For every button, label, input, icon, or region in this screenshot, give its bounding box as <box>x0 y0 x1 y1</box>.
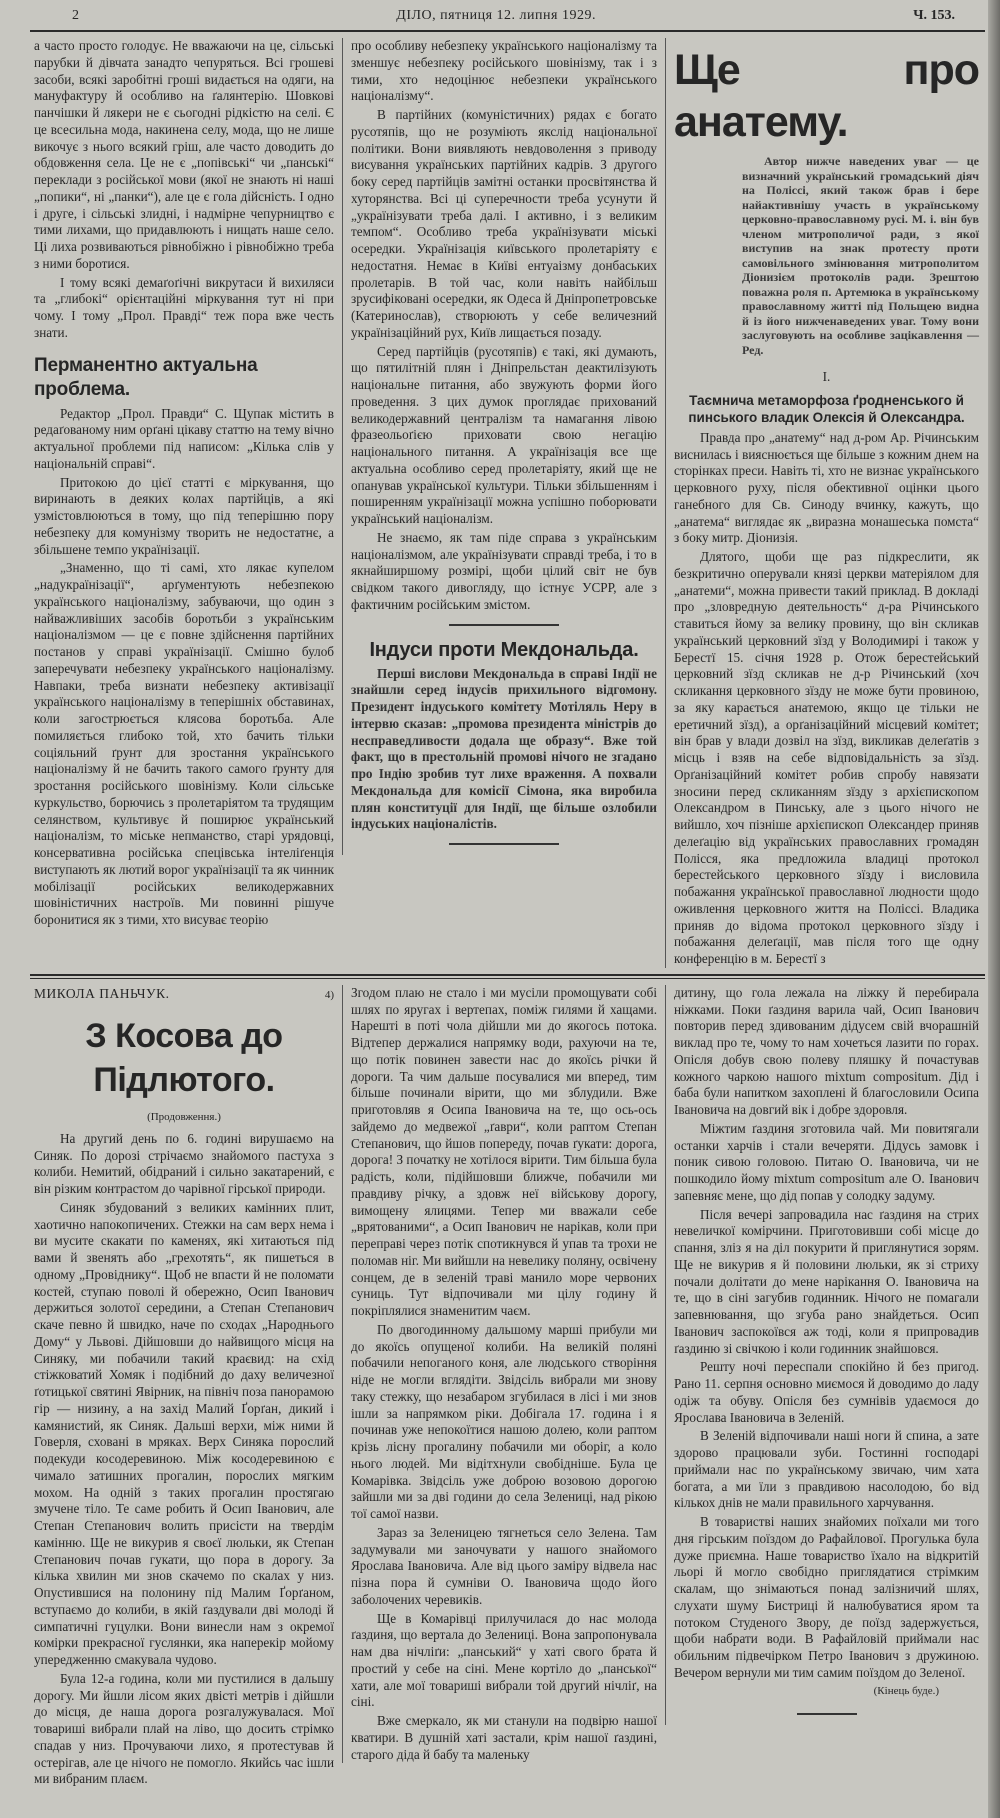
serial-story-3 <box>665 985 985 1725</box>
intro-text <box>742 154 979 357</box>
paragraph: Перші вислови Мекдональда в справі Індії не знайшли серед індусів прихильного відгомону. Президент індуського комітету Мотіляль Неру в інтервю сказав: „промова президента міністрів до несправедливости додала ще образу“. Вже той факт, що в престольній промові нічого не згадано про Індію зробив тут лихе враження. А похвали Мекдональда для комісії Сімона, яка виробила плян конституції для Індії, ще більше озлобили індуських націоналістів. <box>351 665 657 832</box>
section-number: I. <box>822 369 831 384</box>
footnote-marker: 4) <box>324 988 334 1001</box>
bottom-band <box>30 985 985 1788</box>
intro-signature: Ред. <box>742 342 764 357</box>
paragraph: Зараз за Зеленицею тягнеться село Зелена. Там задумували ми заночувати у нашого знайомого Ярослава Івановича. Але від цього заміру відвела нас пізна пора й сумніви О. Івановича щодо його заболочених черевиків. <box>351 1524 657 1607</box>
paragraph: І тому всякі демаґоґічні викрутаси й вихиляси та „глибокі“ орієнтаційні міркування тут ні при чому. І тому „Прол. Правді“ теж пора вже честь знати. <box>34 274 334 340</box>
section-rule <box>30 974 985 979</box>
article-title: Ще про анатему. <box>674 46 979 146</box>
serial-title: З Косова до Підлютого. <box>85 1016 283 1099</box>
paragraph: про особливу небезпеку українського націоналізму та зменшує небезпеку російського шовінізму, так і з тими, хто недоцінює небезпеки українського націоналізму“. <box>351 38 657 104</box>
paragraph: Ще в Комарівці прилучилася до нас молода ґаздиня, що вертала до Зелениці. Вона запропонувала нам два нічліґи: „панський“ у хаті свого брата й простий у себе на сіні. Мене кортіло до „панської“ хати, але мої товариші вибрали той другий нічліґ, на сіні. <box>351 1610 657 1710</box>
divider <box>449 624 559 626</box>
section-heading: Таємнича метаморфоза ґродненського й пинського владик Олексія й Олександра. <box>688 392 965 425</box>
page-edge <box>988 0 1000 1818</box>
paragraph: а часто просто голодує. Не вважаючи на це, сільські парубки й дівчата занадто чепуряться. Всі грошеві засоби, всякі заробітні гроші видається на одяги, на мануфактуру й особливо на ґалянтерію. Шовкові панчішки й лякери не є сьогодні рідкістю на селі. Є це всесильна мода, накинена селу, мода, що не лише викочує з нього всякий гріш, але часто доводить до обдовження села. Це не є „попівські“ чи „панські“ переклади з російської мови (якої не знають ні наші „попики“, ні „панки“), але це є гола дійсність. І одно і друге, і сільські злидні, і надмірне чепурництво є тими лихами, що придавлюють і нищать наше село. Ці лиха розвиваються рівнобіжно і рівнобіжно треба з ними боротися. <box>34 38 334 271</box>
paragraph: „Знаменно, що ті самі, хто лякає купелом „надукраїнізації“, арґументують небезпекою українського націоналізму, забуваючи, що один з найважливіших засобів боротьби з українським націоналізмом — це є повне здійснення партійних постанов у справі українізації. Смішно булоб заперечувати небезпеку українського націоналізму. Навпаки, треба визнати небезпеку активізації українського націоналізму в теперішніх обставинах, коли загострюється клясова боротьба. Але помиляється глибоко той, хто бачить тільки соціяльний ґрунт для зростання українського націоналізму й не бачить такого самого ґрунту для зростання російського шовінізму. Коли сільське куркульство, борючись з пролетаріятом та трудящим селянством, культивує й поширює український націоналізм, то міське непманство, старі урядовці, консервативна російська спецівська інтеліґенція виступають як лютий ворог українізації та як чинник мобілізації російських великодержавних шовіністичних настроїв. Ми повинні рішуче боронитися як з тими, хто висуває теорію <box>34 560 334 927</box>
page-number: 2 <box>72 8 79 23</box>
byline-row <box>34 985 334 1004</box>
serial-story <box>30 985 342 1788</box>
author: МИКОЛА ПАНЬЧУК. <box>34 985 170 1001</box>
article-continuation-2 <box>342 38 665 855</box>
end-note: (Кінець буде.) <box>873 1684 939 1697</box>
article-heading: Індуси проти Мекдональда. <box>369 638 639 661</box>
intro-body: Автор нижче наведених уваг — це визначний український громадський діяч на Поліссі, який також брав і бере найактивнішу участь в українському церковно-православному русі. М. і. він був членом митрополичої ради, з якої виступив на знак протесту проти самовільного змінювання митрополитом Діонизієм протоколів ради. Зрештою поважна роля п. Артемюка в українському православному житті під Польщею видна й із його нижченаведених уваг. Тому вони заслуговують на особливе зацікавлення — <box>742 154 979 342</box>
paragraph: Редактор „Прол. Правди“ С. Щупак містить в редаґованому ним орґані цікаву статтю на тему вічно актуальної проблеми під написом: „Кілька слів у національній справі“. <box>34 405 334 471</box>
article-continuation <box>30 38 342 929</box>
article-anathema <box>665 38 985 968</box>
paragraph: В партійних (комуністичних) рядах є богато русотяпів, що не розуміють якслід національної політики. Вони виявляють невдоволення з приводу висування українських партійних кадрів. З другого боку серед партійців замітні останки просвітянства й хуторянства. Всі ці суперечности треба усунути й „українізувати треба далі. І активно, і з великим темпом“. Особливо треба українізувати міські осередки. Українізація київського пролетаріяту є недостатня. Немає в Київі ентуаізму донбаських пролетарів. В той час, коли навіть найбільш зрусифіковані осередки, як Одеса й Дніпропетровське (Катеринослав), створюють у себе величезний українізаційний рух, Київ лищається позаду. <box>351 107 657 340</box>
paragraph: Вже смеркало, як ми станули на подвірю нашої кватири. В душній хаті застали, крім нашої ґаздині, старого діда й бабу та маленьку <box>351 1713 657 1762</box>
issue-number: Ч. 153. <box>913 8 955 23</box>
paragraph: Після вечері запровадила нас ґаздиня на стрих невеличкої комірчини. Приготовивши собі місце до спання, зліз я на діл покурити й приглянутися зорям. Ще не викурив я й половини люльки, як зі стриху почали долітати до мене нарікання О. Івановича на те, що в сіні загубив годинник. Нічого не помагали запевнювання, що згуба рано знайдеться. Осип Іванович заспокоївся аж тоді, коли я припровадив ґаздиню зі свічкою і коли годинник знайшовся. <box>674 1206 979 1356</box>
paragraph: Не знаємо, як там піде справа з українським націоналізмом, але українізувати справді треба, і то в якнайширшому розмірі, щоби цілий світ не був свідком такого дивогляду, що істнує УСРР, але з фактичним російським змістом. <box>351 529 657 612</box>
paragraph: Серед партійців (русотяпів) є такі, які думають, що пятилітній плян і Дніпрельстан деактилізують національне питання, або звужують форми його проведення. З цих думок проглядає прихований великодержавний централізм та намагання лівою фразеольоґією приховати свою негацію національного питання. А українізація все ще актуальна особливо серед пролетаріяту, який ще не опанував української культури. Тільки збільшенням і поширенням українізації можна успішно поборювати український націоналізм. <box>351 343 657 526</box>
paragraph: Решту ночі переспали спокійно й без пригод. Рано 11. серпня основно миємося й доводимо до ладу одіж та обуву. Опісля без сумнівів удаємося до Ярослава Івановича в Зеленій. <box>674 1359 979 1425</box>
paragraph: Міжтим ґаздиня зготовила чай. Ми повитягали останки харчів і стали вечеряти. Дідусь замовк і поник сивою головою. Питаю О. Івановича, чи не пошкодило йому mixtum compositum але О. Іванович запевняє мене, що дід попав у солодку задуму. <box>674 1120 979 1203</box>
article-heading: Перманентно актуальна проблема. <box>34 354 258 400</box>
serial-story-2 <box>342 985 665 1764</box>
top-band <box>30 38 985 968</box>
divider <box>797 1713 857 1715</box>
page-header <box>30 8 985 30</box>
paragraph: Притокою до цієї статті є міркування, що виринають в деяких колах партійців, а які узмістовлюються в тому, що під теперішню пору небезпеку для комунізму творить не недостатнє, а збільшене темпо українізації. <box>34 474 334 557</box>
paragraph: На другий день по 6. годині вирушаємо на Синяк. По дорозі стрічаємо знайомого пастуха з колиби. Немитий, обідраний і сильно закатарений, є він різким контрастом до чарівної гірської природи. <box>34 1130 334 1196</box>
serial-subtitle: (Продовження.) <box>147 1110 221 1123</box>
divider <box>449 843 559 845</box>
paragraph: Длятого, щоби ще раз підкреслити, як безкритично оперували князі церкви матеріялом для „анатеми“, можна привести такий приклад. В докладі про „зловредную деятельность“ д-ра Річинського ставиться йому за велику провину, що він скликав український церковний зїзд у Володимирі і також у Берестї 15. січня 1928 р. Отож берестейський церковний зїзд скликав не д-р Річинський (хоч скликання церковного зїзду не може бути провиною, за яку карається анатемою, якщо це тільки не еретичний зїзд), а орґанізаційний місцевий комітет; він брав у влади дозвіл на зїзд, викликав делеґатів з місць і взяв на себе відповідальність за зїзд. Орґанізаційний комітет робив спробу навязати зносини перед скликанням зїзду з архієпископом Олександром в Пинську, але з цього нічого не вийшло, хоч пізніше архієпископ Олександер приняв делеґацію від українських православних громадян Полісся, яка предложила владиці протокол берестейського церковного зїзду і висловила побажання української православної людности щодо оживлення церковного життя на Поліссі. Владика приняв до відома протокол церковного зїзду і побажання делеґації, мав після того ще одну конференцію в м. Берестї з <box>674 549 979 966</box>
newspaper-page <box>30 0 985 1818</box>
editorial-intro <box>742 154 979 357</box>
paragraph: В Зеленій відпочивали наші ноги й спина, а зате здорово працювали зуби. Гостинні господарі приймали нас по українському звичаю, чим хата богата, а ми їли з правдивою насолодою, бо від кількох днів не мали правильного харчування. <box>674 1428 979 1511</box>
paragraph: Згодом плаю не стало і ми мусіли промощувати собі шлях по яругах і вертепах, поміж гилями й хащами. Нарешті в поті чола дійшли ми до якогось потока. Відтепер держалися напрямку води, рахуючи на те, що потік повинен завести нас до якоїсь річки й дороги. Та чим дальше посувалися ми вперед, тим більше починали вірити, що ми зблудили. Вже приготовляв я Осипа Івановича на те, що ось-ось зайдемо до медвежої „ґаври“, коли раптом Степан Степанович, що йшов попереду, почав ґукати: дорога, дорога! З початку не хотілося вірити. Тим більша була радість, коли, підійшовши ближче, побачили ми правдиву річку, а здовж неї військову дорогу, вимощену ялицями. Тепер ми вважали себе „врятованими“, а Осип Іванович не нарікав, коли при переправі через потік спотикнувся й упав та трохи не поломав ніг. Ми вийшли на невелику поляну, освічену сонцем, де в зеленій траві манило море червоних суниць. Тут відпочивали ми цілу годину й покріплялися знаменитим чаєм. <box>351 984 657 1318</box>
paragraph: Правда про „анатему“ над д-ром Ар. Річинським виснилась і вияснюється ще більше з кожним днем на сторінках преси. Навіть ті, хто не визнає українського церковного руху, після обективної оцінки цього ганебного для Св. Синоду вчинку, кажуть, що „анатема“ виглядає як „виразна монашеська помста“ з боку митр. Діонизія. <box>674 429 979 546</box>
paragraph: Була 12-а година, коли ми пустилися в дальшу дорогу. Ми йшли лісом яких двісті метрів і дійшли до місця, де наша дорога розгалужувалася. Мої товариші вибрали плай на ліво, що досить стрімко спадав у низ. Прочуваючи лихо, я протестував й остерігав, але це нічого не помогло. Якийсь час ішли ми вибраним плаєм. <box>34 1670 334 1787</box>
paragraph: В товаристві наших знайомих поїхали ми того дня гірським поїздом до Рафайлової. Прогулька була дуже приємна. Наше товариство їхало на відкритій льорі й могло свобідно приглядатися стрімким скалам, що знімаються понад залізничий шлях, слухати шуму Бистриці й налюбуватися яром та потоком Студеного Звору, де поїзд задержується, щоби набрати води. В Рафайловій приймали нас обильним підвечірком Петро Іванович з дружиною. Вечером вернули ми тим самим поїздом до Зеленої. <box>674 1514 979 1680</box>
paragraph: Синяк збудований з великих камінних плит, хаотично напокопичених. Стежки на сам верх нема і ви мусите скакати по каменях, які хитаються під вами й звенять або „грехотять“, як пишеться в одному „Провіднику“. Щоб не впасти й не поломати костей, ступаю поволі й обережно, Осип Іванович держиться золотої середини, а Степан Степанович скаче певно й швидко, наче по сходах „Народнього Дому“ у Львові. Дійшовши до найвищого місця на Синяку, ми побачили такий краєвид: на схід стіжковатий Хомяк і подібний до даху величезної ґотицької святині Явірник, на північ поза панорамою гір — низину, а на захід Малий Ґорґан, дикий і камянистий, як Синяк. Дальші верхи, між ними й Говерля, сховані в мряках. Верх Синяка порослий подекуди косодеревиною. Між косодеревиною є чимало затишних прогалин, порослих мягким мохом. На одній з таких прогалин простягаю змучене тіло. Те саме робить й Осип Іванович, але Степан Степанович волить присісти на твердім камінню. Ще не викурив я своєї люльки, як Степан Степанович почав гукати, що пора в дорогу. За кілька хвилин ми знов скачемо по скалах у низ. Опустившися на полонину під Малим Ґорґаном, вступаємо до колиби, в якій ґаздували дві молоді й симпатичні гуцулки. Вони винесли нам з окремої комірки прекрасної гуслянки, яка наперекір мойому упередженню смакувала чудово. <box>34 1199 334 1667</box>
masthead: ДІЛО, пятниця 12. липня 1929. <box>396 8 596 23</box>
paragraph: По двогодинному дальшому марші прибули ми до якоїсь опущеної колиби. На великій поляні побачили непоганого коня, але людського створіння ніде не могли вглядіти. Звідсіль вибрали ми знову таку стежку, що незабаром згубилася в лісі і ми знов ішли за напрямком ріки. Добігала 17. година і я починав уже непокоїтися нашою долею, коли раптом крізь лісну прогалину побачили ми оборіг, а коло нього людей. Ми відітхнули свобідніше. Була це Комарівка. Звідсіль уже доброю возовою дорогою зайшли ми за дві години до села Зелениці, над рікою тої самої назви. <box>351 1321 657 1521</box>
header-rule <box>30 30 985 32</box>
paragraph: дитину, що гола лежала на ліжку й перебирала ніжками. Поки ґаздиня варила чай, Осип Іванович повторив перед здивованим дідусем свій вчорашній виклад про те, чому то нам хочеться лазити по горах. Опісля добув свою полеву пляшку й почастував кожного чаркою нашого mixtum compositum. Дід і баба були напитком захоплені й благословили Осипа Івановича на довгий вік і добре здоровля. <box>674 984 979 1117</box>
